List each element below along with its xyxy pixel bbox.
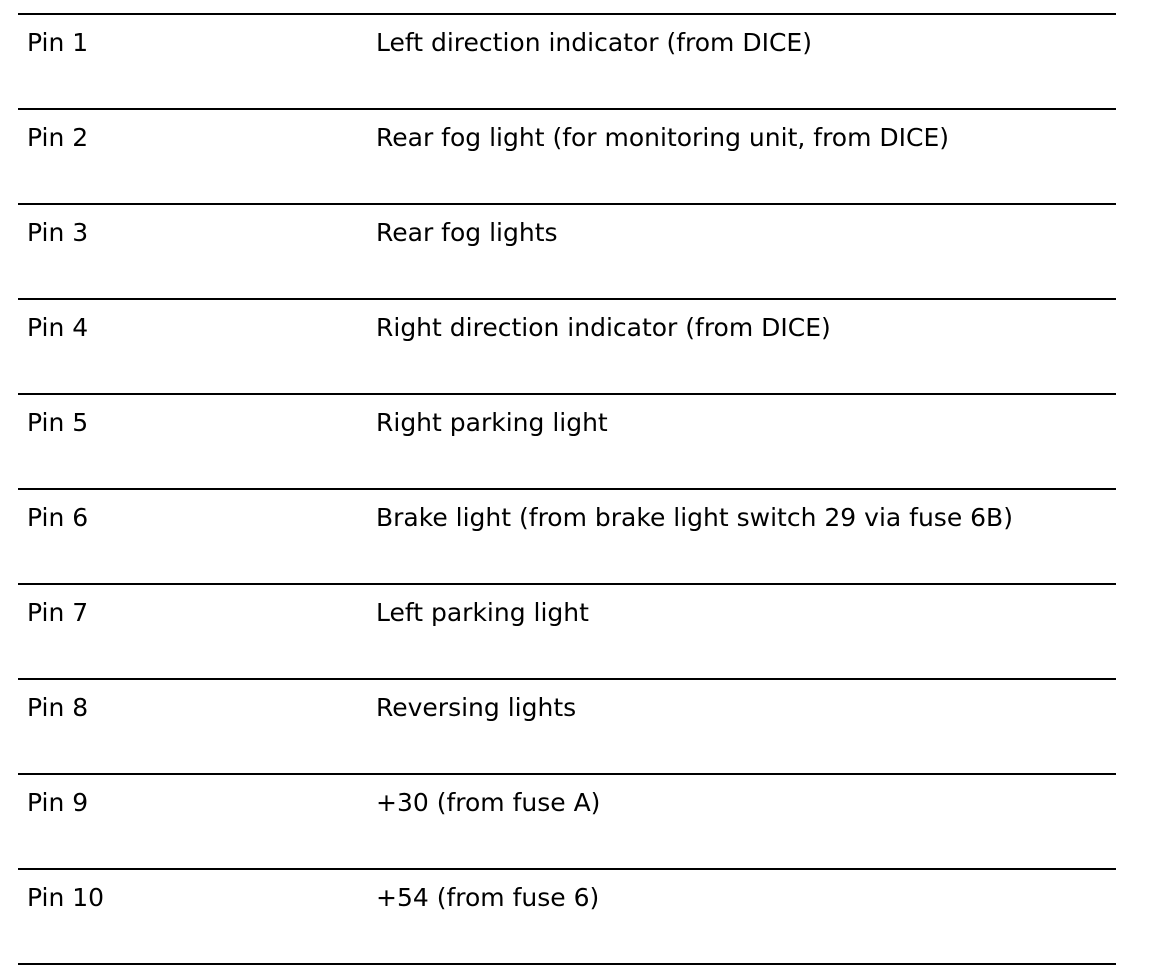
table-row xyxy=(18,679,1116,774)
description-cell xyxy=(376,14,1116,109)
table-row xyxy=(18,394,1116,489)
pin-cell xyxy=(18,14,376,109)
table-row xyxy=(18,774,1116,869)
pin-label: Pin 9 xyxy=(27,788,89,817)
table-row xyxy=(18,14,1116,109)
pin-cell xyxy=(18,584,376,679)
pin-description: +54 (from fuse 6) xyxy=(376,883,600,912)
description-cell xyxy=(376,489,1116,584)
pin-description: Reversing lights xyxy=(376,693,577,722)
pin-cell xyxy=(18,679,376,774)
pin-label: Pin 4 xyxy=(27,313,89,342)
pin-label: Pin 6 xyxy=(27,503,89,532)
pin-cell xyxy=(18,869,376,964)
pin-description: Left direction indicator (from DICE) xyxy=(376,28,812,57)
table-row xyxy=(18,204,1116,299)
table-row xyxy=(18,869,1116,964)
pin-description: Rear fog lights xyxy=(376,218,558,247)
pin-label: Pin 7 xyxy=(27,598,89,627)
pin-description: +30 (from fuse A) xyxy=(376,788,601,817)
table-row xyxy=(18,584,1116,679)
table-row xyxy=(18,489,1116,584)
table-row xyxy=(18,299,1116,394)
description-cell xyxy=(376,109,1116,204)
pin-description: Right direction indicator (from DICE) xyxy=(376,313,831,342)
description-cell xyxy=(376,869,1116,964)
pin-cell xyxy=(18,394,376,489)
pin-cell xyxy=(18,109,376,204)
pin-cell xyxy=(18,204,376,299)
description-cell xyxy=(376,299,1116,394)
pin-cell xyxy=(18,774,376,869)
table-row xyxy=(18,109,1116,204)
pin-description: Brake light (from brake light switch 29 via fuse 6B) xyxy=(376,503,1013,532)
description-cell xyxy=(376,584,1116,679)
description-cell xyxy=(376,394,1116,489)
pin-label: Pin 5 xyxy=(27,408,89,437)
pin-description: Right parking light xyxy=(376,408,608,437)
pin-description: Left parking light xyxy=(376,598,589,627)
description-cell xyxy=(376,774,1116,869)
pin-label: Pin 2 xyxy=(27,123,89,152)
pin-assignment-table xyxy=(18,13,1116,965)
pin-label: Pin 10 xyxy=(27,883,105,912)
description-cell xyxy=(376,204,1116,299)
pin-label: Pin 8 xyxy=(27,693,89,722)
pin-description: Rear fog light (for monitoring unit, from DICE) xyxy=(376,123,950,152)
description-cell xyxy=(376,679,1116,774)
pin-label: Pin 3 xyxy=(27,218,89,247)
pin-label: Pin 1 xyxy=(27,28,89,57)
pin-cell xyxy=(18,299,376,394)
pin-cell xyxy=(18,489,376,584)
